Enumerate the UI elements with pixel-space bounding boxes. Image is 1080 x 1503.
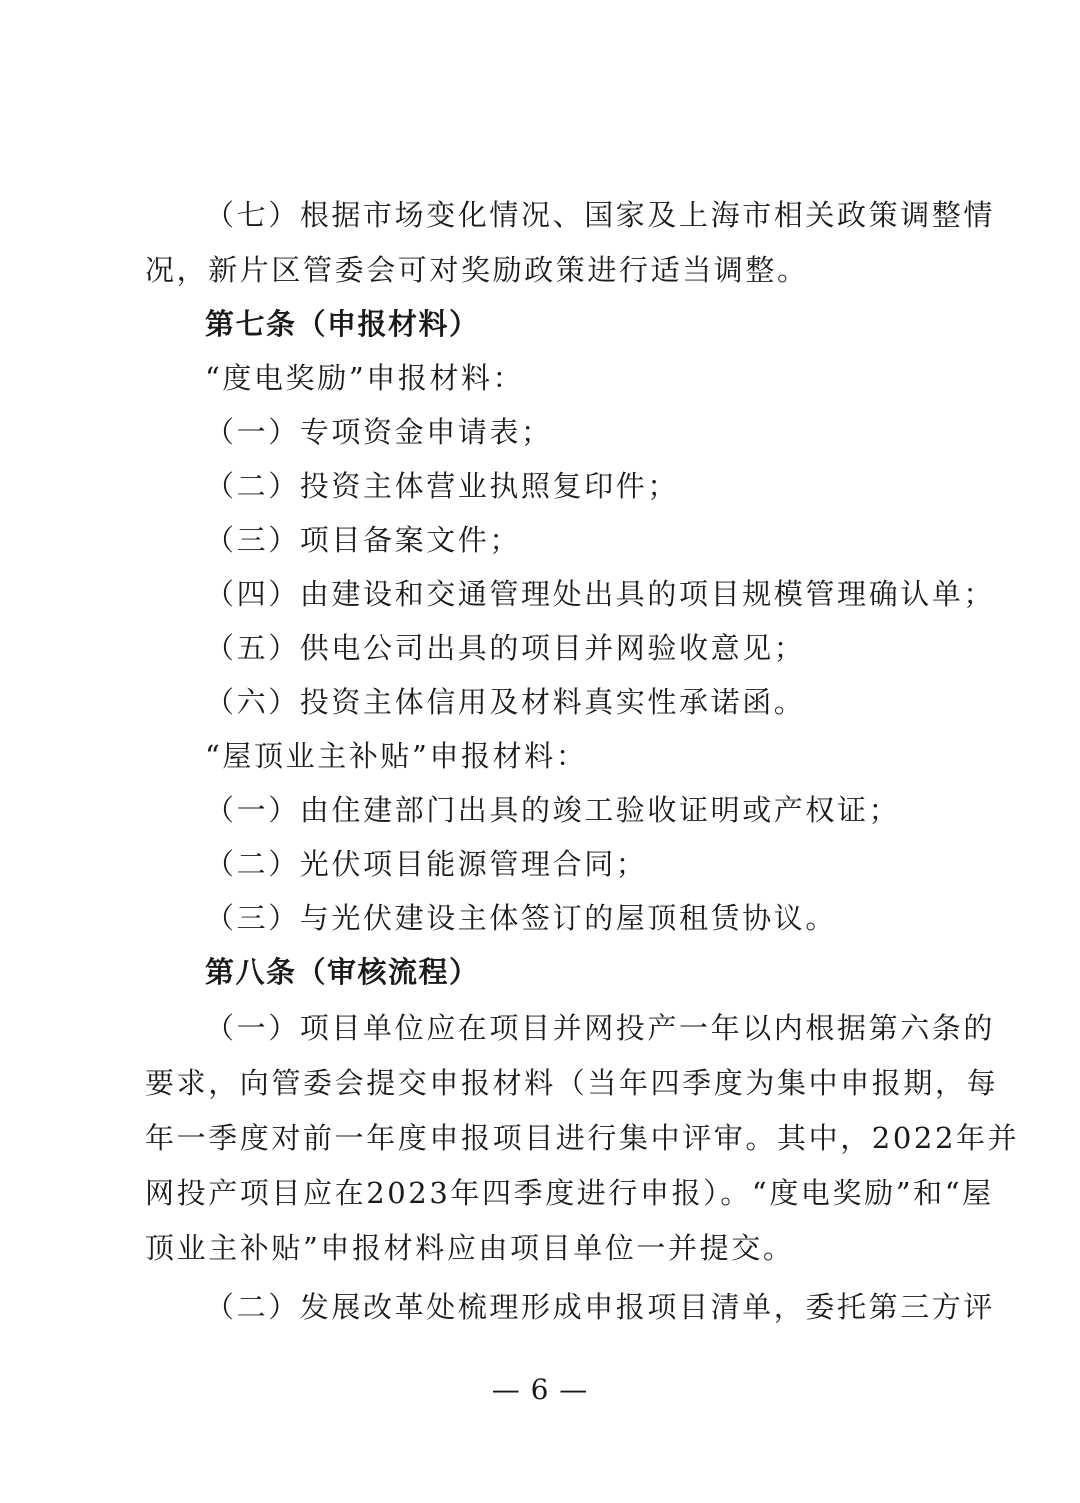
list-item: （二）光伏项目能源管理合同； — [205, 847, 648, 881]
page-number: — 6 — — [491, 1373, 589, 1406]
list-item: （三）项目备案文件； — [205, 523, 522, 557]
list-item: （三）与光伏建设主体签订的屋顶租赁协议。 — [205, 901, 838, 935]
list-item: （一）由住建部门出具的竣工验收证明或产权证； — [205, 793, 901, 827]
section-label: “度电奖励”申报材料： — [205, 361, 525, 395]
list-item: （五）供电公司出具的项目并网验收意见； — [205, 631, 806, 665]
list-item: （二）投资主体营业执照复印件； — [205, 469, 680, 503]
paragraph-line: （一）项目单位应在项目并网投产一年以内根据第六条的 — [205, 1011, 996, 1045]
article-heading: 第七条（申报材料） — [205, 307, 480, 341]
paragraph-line: 顶业主补贴”申报材料应由项目单位一并提交。 — [145, 1231, 795, 1265]
article-heading: 第八条（审核流程） — [205, 955, 480, 989]
paragraph-line: 网投产项目应在2023年四季度进行申报）。“度电奖励”和“屋 — [145, 1176, 994, 1210]
paragraph-line: 要求，向管委会提交申报材料（当年四季度为集中申报期，每 — [145, 1066, 999, 1100]
paragraph-line: （七）根据市场变化情况、国家及上海市相关政策调整情 — [205, 198, 996, 232]
list-item: （四）由建设和交通管理处出具的项目规模管理确认单； — [205, 577, 996, 611]
list-item: （一）专项资金申请表； — [205, 415, 553, 449]
list-item: （六）投资主体信用及材料真实性承诺函。 — [205, 685, 806, 719]
paragraph-line: 年一季度对前一年度申报项目进行集中评审。其中，2022年并 — [145, 1121, 1020, 1155]
paragraph-line: 况，新片区管委会可对奖励政策进行适当调整。 — [145, 253, 809, 287]
section-label: “屋顶业主补贴”申报材料： — [205, 739, 588, 773]
paragraph-line: （二）发展改革处梳理形成申报项目清单，委托第三方评 — [205, 1290, 996, 1324]
